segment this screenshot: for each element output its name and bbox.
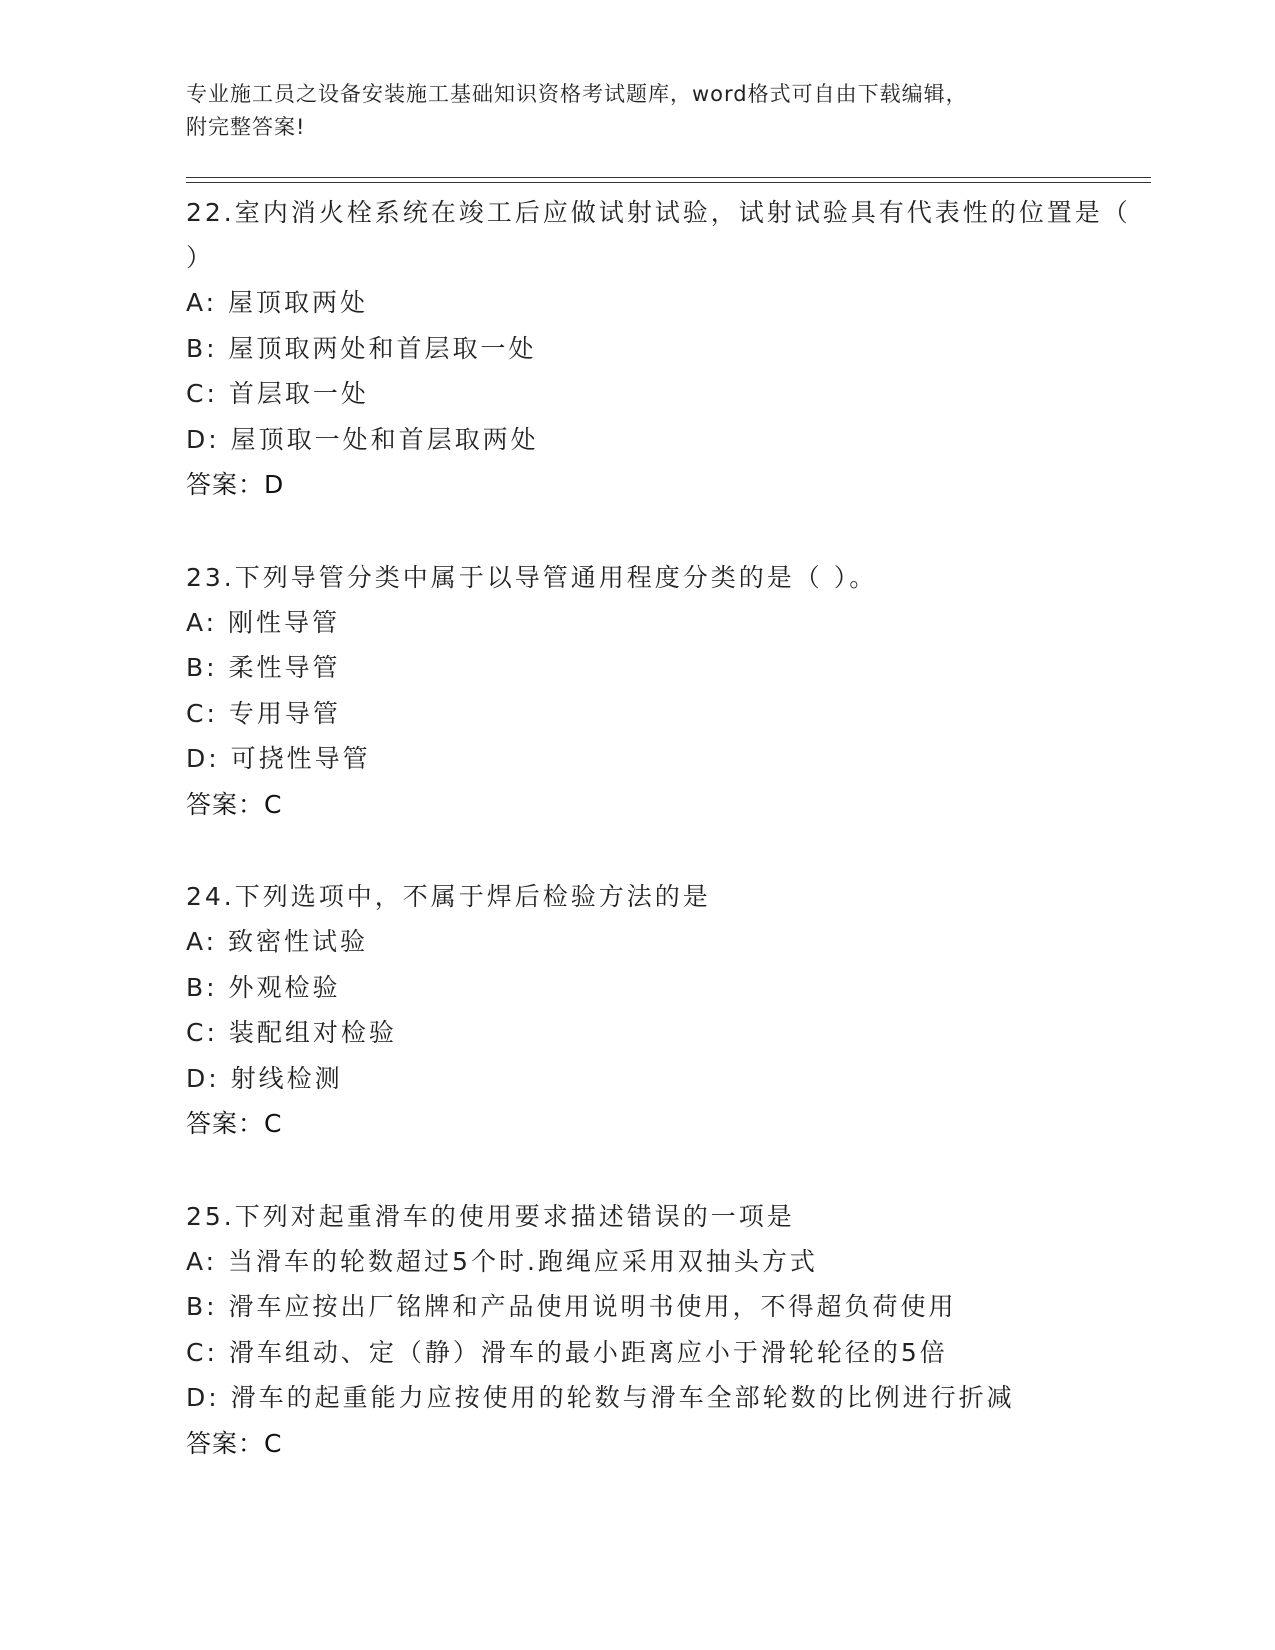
option-b: B: 柔性导管 [186,653,341,682]
question-24 [186,874,1146,1147]
option-b: B: 屋顶取两处和首层取一处 [186,333,537,363]
question-list [186,190,1146,1466]
header-line-2: 附完整答案! [186,115,306,139]
header-divider-top [186,177,1151,178]
question-spacer [186,827,1146,874]
option-d: D: 可挠性导管 [186,744,371,773]
question-stem: 23.下列导管分类中属于以导管通用程度分类的是（ ）。 [186,562,878,592]
option-c: C: 装配组对检验 [186,1018,397,1047]
option-a: A: 刚性导管 [186,607,341,637]
question-stem: 22.室内消火栓系统在竣工后应做试射试验，试射试验具有代表性的位置是（ ） [186,198,1131,272]
header-line-1: 专业施工员之设备安装施工基础知识资格考试题库，word格式可自由下载编辑， [186,82,968,106]
option-c: C: 首层取一处 [186,379,369,408]
question-spacer [186,1147,1146,1194]
question-stem: 25.下列对起重滑车的使用要求描述错误的一项是 [186,1201,795,1231]
answer: 答案：C [186,1428,283,1458]
option-d: D: 滑车的起重能力应按使用的轮数与滑车全部轮数的比例进行折减 [186,1383,1015,1412]
question-22 [186,190,1146,508]
option-a: A: 屋顶取两处 [186,288,369,317]
question-23 [186,555,1146,828]
question-spacer [186,508,1146,555]
document-header [186,78,1086,144]
header-divider-bottom [186,182,1151,183]
answer: 答案：D [186,470,285,499]
option-a: A: 致密性试验 [186,927,369,956]
option-b: B: 外观检验 [186,972,341,1002]
option-b: B: 滑车应按出厂铭牌和产品使用说明书使用，不得超负荷使用 [186,1292,957,1321]
option-a: A: 当滑车的轮数超过5个时.跑绳应采用双抽头方式 [186,1246,818,1276]
option-c: C: 滑车组动、定（静）滑车的最小距离应小于滑轮轮径的5倍 [186,1337,948,1367]
answer: 答案：C [186,1109,283,1138]
option-d: D: 射线检测 [186,1063,343,1093]
answer: 答案：C [186,789,283,819]
question-25 [186,1194,1146,1467]
option-d: D: 屋顶取一处和首层取两处 [186,424,539,454]
question-stem: 24.下列选项中，不属于焊后检验方法的是 [186,882,711,911]
option-c: C: 专用导管 [186,698,341,728]
